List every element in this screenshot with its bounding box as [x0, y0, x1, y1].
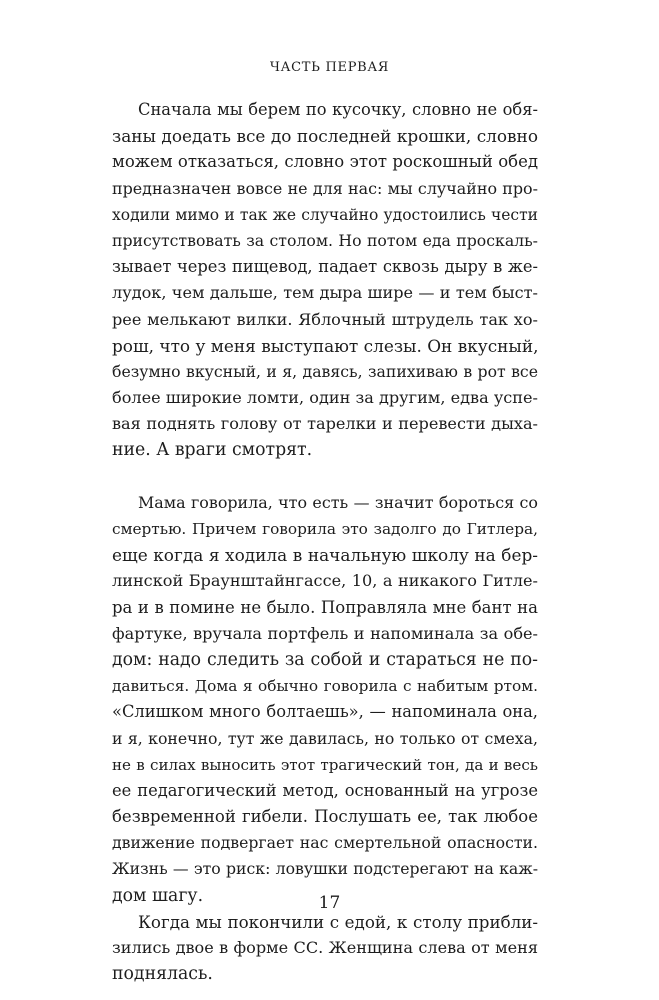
text-line: лудок, чем дальше, тем дыра шире — и тем быст- [112, 283, 538, 303]
body-text [112, 97, 538, 987]
text-line: рош, что у меня выступают слезы. Он вкусный, [112, 335, 539, 356]
text-line: Сначала мы берем по кусочку, словно не обя- [138, 100, 538, 119]
text-line: дом: надо следить за собой и стараться не по- [112, 649, 538, 670]
text-line: ра и в помине не было. Поправляла мне бант на [112, 597, 538, 617]
text-line: вая поднять голову от тарелки и перевести дыха- [112, 414, 538, 434]
text-line: фартуке, вручала портфель и напоминала за обе- [112, 623, 538, 643]
text-line: ние. А враги смотрят. [112, 440, 313, 461]
running-head: ЧАСТЬ ПЕРВАЯ [269, 60, 390, 75]
text-line: дом шагу. [112, 885, 204, 906]
text-line: можем отказаться, словно этот роскошный обед [112, 152, 538, 172]
text-line: смертью. Причем говорила это задолго до Гитлера, [112, 520, 538, 538]
text-line: не в силах выносить этот трагический тон, да и весь [112, 755, 538, 774]
text-line: движение подвергает нас смертельной опасности. [112, 833, 538, 853]
text-line: предназначен вовсе не для нас: мы случайно про- [112, 178, 538, 198]
text-line: более широкие ломти, один за другим, едва успе- [112, 388, 538, 408]
text-line: заны доедать все до последней крошки, словно [112, 126, 538, 147]
text-line: ее педагогический метод, основанный на угрозе [112, 780, 538, 800]
text-line: «Слишком много болтаешь», — напоминала она, [112, 702, 538, 722]
text-line: давиться. Дома я обычно говорила с набитым ртом. [112, 677, 538, 696]
text-line: еще когда я ходила в начальную школу на бер- [112, 545, 538, 566]
text-line: и я, конечно, тут же давилась, но только от смеха, [112, 728, 538, 748]
text-line: зились двое в форме СС. Женщина слева от меня [112, 938, 538, 957]
text-line: Мама говорила, что есть — значит бороться со [138, 492, 538, 512]
text-line: присутствовать за столом. Но потом еда проскаль- [112, 230, 538, 250]
text-line: безумно вкусный, и я, давясь, запихиваю в рот все [112, 361, 538, 381]
text-line: линской Браунштайнгассе, 10, а никакого Гитле- [112, 571, 538, 591]
text-line: Когда мы покончили с едой, к столу прибли- [138, 911, 538, 932]
text-line: зывает через пищевод, падает сквозь дыру в же- [112, 257, 538, 277]
page-number: 17 [318, 893, 341, 913]
paragraph-2 [112, 490, 538, 909]
text-line: рее мелькают вилки. Яблочный штрудель так хо- [112, 309, 538, 329]
text-line: безвременной гибели. Послушать ее, так любое [112, 807, 538, 827]
text-line: Жизнь — это риск: ловушки подстерегают на каж- [112, 859, 538, 879]
text-line: ходили мимо и так же случайно удостоились чести [112, 205, 538, 224]
paragraph-1 [112, 97, 538, 464]
section-break [112, 464, 538, 490]
text-line: поднялась. [112, 964, 213, 985]
paragraph-3 [112, 909, 538, 988]
